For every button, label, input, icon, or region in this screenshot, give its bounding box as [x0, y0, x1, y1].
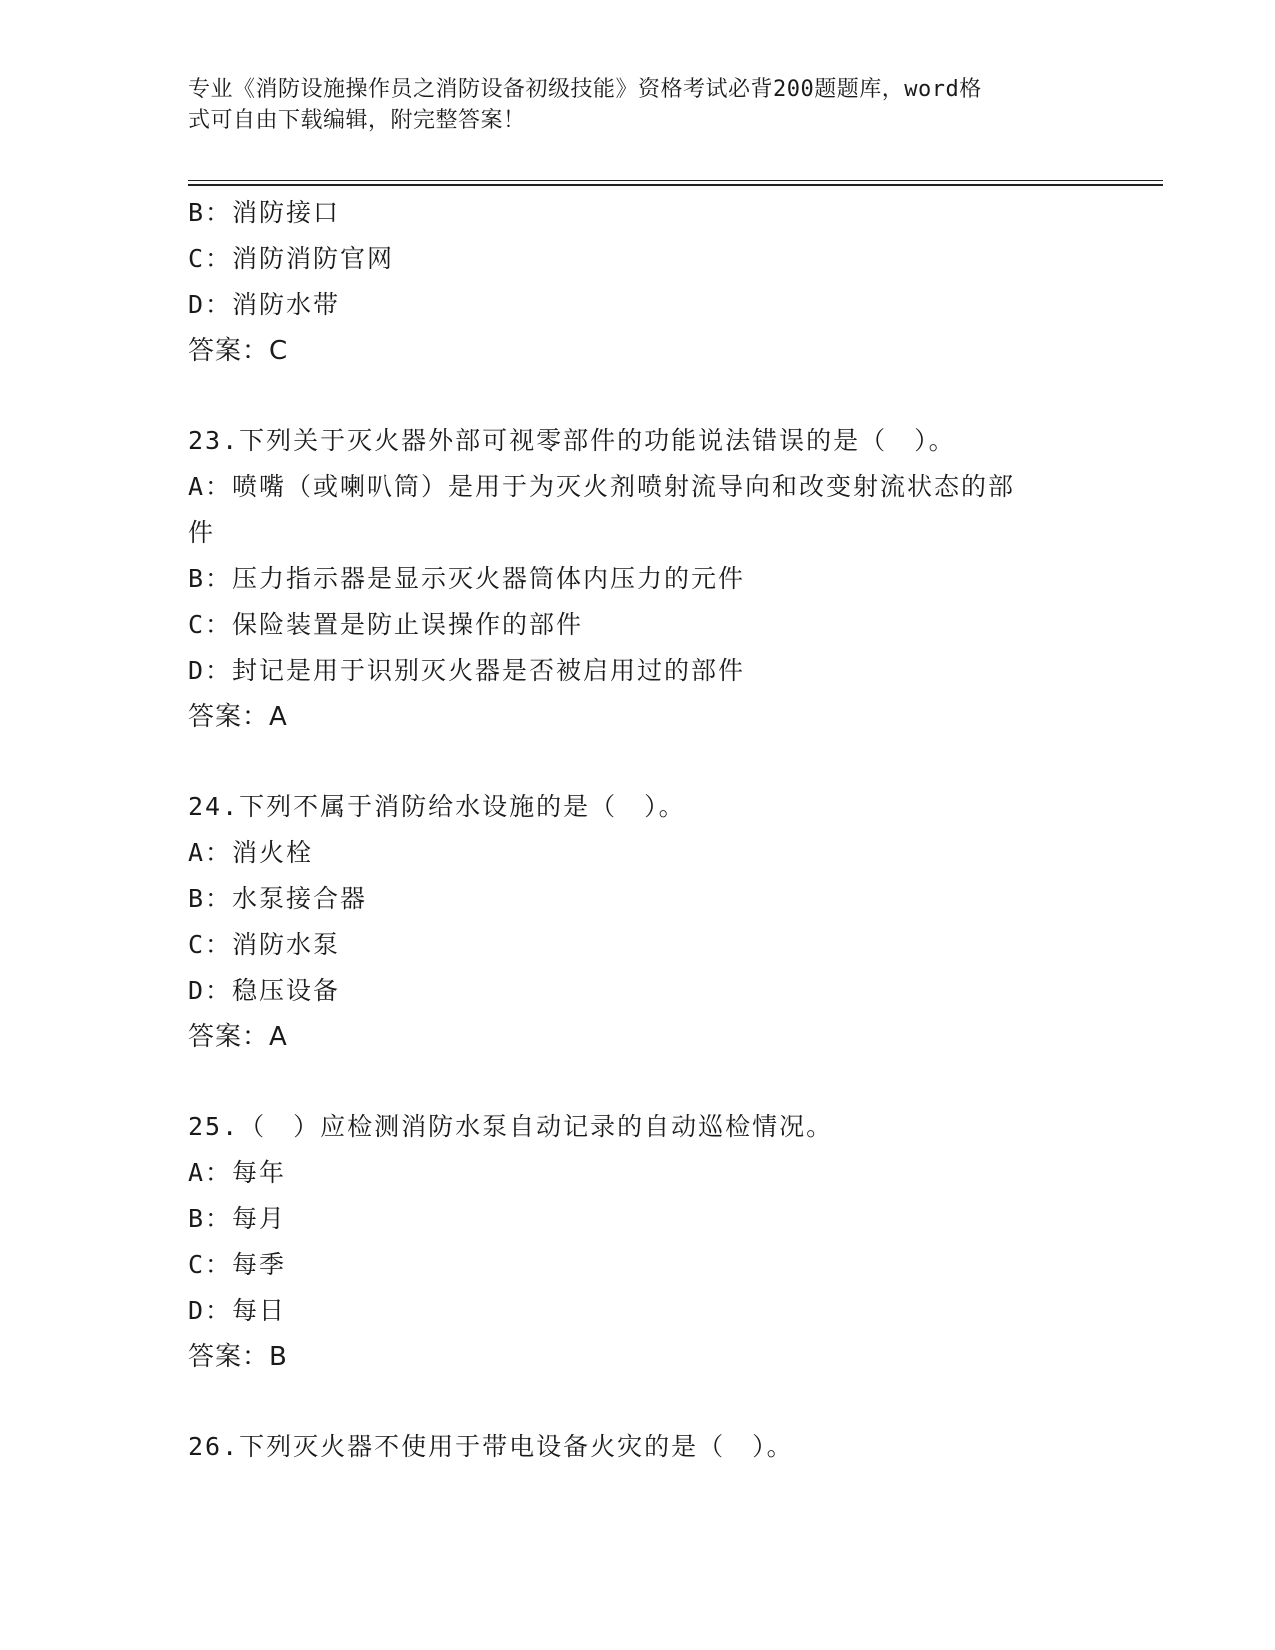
spacer: [188, 740, 1088, 784]
option-a: A：每年: [188, 1158, 287, 1187]
question-25: [188, 1104, 1088, 1380]
option-b: B：压力指示器是显示灭火器筒体内压力的元件: [188, 564, 746, 593]
option-b: B：消防接口: [188, 198, 341, 227]
option-c: C：消防消防官网: [188, 244, 395, 273]
option-c: C：消防水泵: [188, 930, 341, 959]
option-a: A：喷嘴（或喇叭筒）是用于为灭火剂喷射流导向和改变射流状态的部: [188, 472, 1016, 501]
question-stem: 26.下列灭火器不使用于带电设备火灾的是（ ）。: [188, 1432, 794, 1461]
spacer: [188, 1380, 1088, 1424]
spacer: [188, 1060, 1088, 1104]
option-d: D：每日: [188, 1296, 287, 1325]
option-a: A：消火栓: [188, 838, 314, 867]
header-divider-thick: [188, 184, 1163, 186]
option-b: B：水泵接合器: [188, 884, 368, 913]
answer: 答案：C: [188, 336, 289, 366]
option-d: D：稳压设备: [188, 976, 341, 1005]
option-c: C：每季: [188, 1250, 287, 1279]
option-d: D：封记是用于识别灭火器是否被启用过的部件: [188, 656, 746, 685]
answer: 答案：A: [188, 1022, 288, 1052]
header-divider-thin: [188, 180, 1163, 181]
option-c: C：保险装置是防止误操作的部件: [188, 610, 584, 639]
question-23: [188, 418, 1088, 740]
question-26: [188, 1424, 1088, 1470]
spacer: [188, 374, 1088, 418]
option-d: D：消防水带: [188, 290, 341, 319]
header-line-2: 式可自由下载编辑，附完整答案！: [188, 108, 526, 133]
question-stem: 25.（ ）应检测消防水泵自动记录的自动巡检情况。: [188, 1112, 834, 1141]
question-22-fragment: [188, 190, 1088, 374]
document-header: [188, 74, 1068, 136]
question-24: [188, 784, 1088, 1060]
option-b: B：每月: [188, 1204, 287, 1233]
answer: 答案：B: [188, 1342, 288, 1372]
answer: 答案：A: [188, 702, 288, 732]
question-list: [188, 190, 1088, 1470]
question-stem: 23.下列关于灭火器外部可视零部件的功能说法错误的是（ ）。: [188, 426, 956, 455]
header-line-1: 专业《消防设施操作员之消防设备初级技能》资格考试必背200题题库，word格: [188, 77, 982, 102]
question-stem: 24.下列不属于消防给水设施的是（ ）。: [188, 792, 686, 821]
option-a-continued: 件: [188, 518, 216, 547]
